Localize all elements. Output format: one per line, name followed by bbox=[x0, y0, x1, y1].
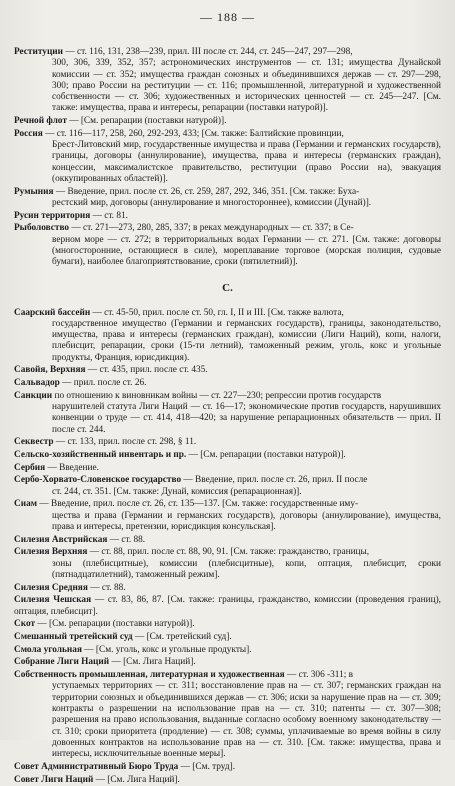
index-entry bbox=[14, 499, 441, 533]
entry-text: — [См. уголь, кокс и угольные продукты]. bbox=[81, 644, 252, 655]
index-entry bbox=[14, 365, 441, 376]
page-number: — 188 — bbox=[200, 10, 255, 24]
entry-continuation: зоны (плебисцитные), комиссии (плебисцитные), копи, оптация, плебисцит, сроки (пятнадцатилетний), таможенный режим]. bbox=[52, 558, 441, 581]
entry-text: — [См. Лига Наций]. bbox=[93, 774, 180, 785]
entry-text: — [См. репарации (поставки натурой)]. bbox=[186, 450, 346, 461]
index-entry bbox=[14, 657, 441, 668]
entry-heading: Савойя, Верхняя bbox=[14, 365, 86, 376]
index-entries-r bbox=[14, 47, 441, 269]
index-entry bbox=[14, 437, 441, 448]
entry-heading: Речной флот bbox=[14, 116, 67, 127]
index-entry bbox=[14, 129, 441, 185]
entry-heading: Секвестр bbox=[14, 437, 54, 448]
index-entry bbox=[14, 378, 441, 389]
entry-text: — Введение, прил. после ст. 26, прил. II после bbox=[181, 475, 368, 486]
entry-text: — ст. 435, прил. после ст. 435. bbox=[85, 365, 208, 376]
index-entry bbox=[14, 670, 441, 760]
entry-text: по отношению к виновникам войны — ст. 227—230; репрессии против государств bbox=[52, 390, 382, 401]
entry-text: — Введение, прил. после ст. 26, ст. 135—137. [См. также: государственные иму- bbox=[37, 499, 359, 510]
index-entry bbox=[14, 619, 441, 630]
entry-text: — [См. третейский суд]. bbox=[132, 632, 232, 643]
entry-text: — Введение, прил. после ст. 26, ст. 259, 287, 292, 346, 351. [См. также: Буха- bbox=[53, 186, 360, 197]
entry-continuation: рестский мир, договоры (аннулирование и многостороннее), комиссии (Дунай)]. bbox=[52, 198, 372, 209]
entry-text: — ст. 116—117, 258, 260, 292-293, 433; [См. также: Балтийские провинции, bbox=[42, 128, 344, 139]
entry-text: — ст. 271—273, 280, 285, 337; в реках международных — ст. 337; в Се- bbox=[69, 223, 354, 234]
entry-text: — ст. 83, 86, 87. [См. также: границы, гражданство, комиссии (проведения границ), оптация, плебисцит]. bbox=[14, 595, 441, 617]
entry-heading: Силезия Австрийская bbox=[14, 534, 108, 545]
entry-heading: Русин территория bbox=[14, 210, 91, 221]
entry-heading: Совет Лиги Наций bbox=[14, 774, 94, 785]
entry-text: — ст. 45-50, прил. после ст. 50, гл. I, II и III. [См. также валюта, bbox=[90, 307, 344, 318]
entry-text: — ст. 306 -311; в bbox=[284, 670, 354, 681]
index-entry bbox=[14, 308, 441, 364]
index-entry bbox=[14, 223, 441, 268]
entry-text: — ст. 81. bbox=[90, 210, 128, 221]
entry-continuation: государственное имущество (Германии и германских государств), границы, законодательство, имущества, права и интересы (германских граждан), комиссии (Лиги Наций), копи, налоги, плебисцит, репарации, сроки (15-ти летний), таможенный режим, уголь, кокс и угольные продукты, Франция, юрисдикция). bbox=[52, 318, 441, 363]
index-entry bbox=[14, 645, 441, 656]
entry-text: — Введение. bbox=[45, 462, 99, 473]
entry-heading: Сербия bbox=[14, 462, 46, 473]
entry-text: — прил. после ст. 26. bbox=[59, 378, 147, 389]
entry-text: — ст. 88. bbox=[107, 534, 146, 545]
entry-continuation: ст. 244, ст. 351. [См. также: Дунай, комиссия (репарационная)]. bbox=[52, 486, 302, 497]
entry-heading: Сиам bbox=[14, 499, 38, 510]
entry-continuation: щества и права (Германии и германских государств), договоры (аннулирование), имущества, права и интересы, претензии, юрисдикция консульская]. bbox=[52, 510, 441, 533]
entry-text: — ст. 88, прил. после ст. 88, 90, 91. [См. также: гражданство, границы, bbox=[87, 547, 370, 558]
entry-heading: Силезия Верхняя bbox=[14, 547, 88, 558]
index-entry bbox=[14, 535, 441, 546]
entry-heading: Скот bbox=[14, 619, 36, 630]
entry-heading: Совет Административный Бюро Труда bbox=[14, 761, 179, 772]
index-entry bbox=[14, 632, 441, 643]
entry-heading: Сербо-Хорвато-Словенское государство bbox=[14, 475, 182, 486]
entry-heading: Сельско-хозяйственный инвентарь и пр. bbox=[14, 450, 187, 461]
entry-continuation: Брест-Литовский мир, государственные имущества и права (Германии и германских государств), границы, договоры (аннулирование), имущества, права и интересы (германских граждан), концессии, максималистское правительство, реституции (право России на), эвакуация (оккупированных областей)]. bbox=[52, 140, 441, 185]
entry-text: — ст. 88. bbox=[87, 582, 126, 593]
entry-text: — ст. 133, прил. после ст. 298, § 11. bbox=[53, 437, 197, 448]
entry-text: — [См. репарации (поставки натурой)]. bbox=[35, 619, 195, 630]
entry-heading: Румыния bbox=[14, 186, 54, 197]
entry-heading: Сальвадор bbox=[14, 378, 60, 389]
entry-heading: Саарский бассейн bbox=[14, 307, 91, 318]
entry-heading: Смола угольная bbox=[14, 644, 82, 655]
index-entry bbox=[14, 450, 441, 461]
index-entry bbox=[14, 463, 441, 474]
index-entry bbox=[14, 595, 441, 618]
index-entry bbox=[14, 762, 441, 773]
index-entry bbox=[14, 583, 441, 594]
entry-heading: Россия bbox=[14, 128, 43, 139]
index-entries-s bbox=[14, 308, 441, 786]
entry-heading: Рыболовство bbox=[14, 223, 70, 234]
entry-heading: Реституции bbox=[14, 47, 64, 57]
entry-heading: Санкции bbox=[14, 390, 53, 401]
entry-heading: Силезия Чешская bbox=[14, 595, 92, 606]
entry-text: — ст. 116, 131, 238—239, прил. III после ст. 244, ст. 245—247, 297—298, bbox=[63, 47, 353, 57]
index-entry bbox=[14, 211, 441, 222]
index-entry bbox=[14, 116, 441, 127]
entry-text: — [См. Лига Наций]. bbox=[109, 657, 196, 668]
index-entry bbox=[14, 47, 441, 115]
index-entry bbox=[14, 391, 441, 436]
index-entry bbox=[14, 547, 441, 581]
index-entry bbox=[14, 187, 441, 210]
entry-heading: Собственность промышленная, литературная и художественная bbox=[14, 670, 285, 681]
index-entry bbox=[14, 475, 441, 498]
entry-continuation: верном море — ст. 272; в территориальных водах Германии — ст. 271. [См. также: договоры (многосторонние, остающиеся в силе), мореплавание торговое (морская полиция, судовые бумаги), наиболее благоприятствование, сроки (пятилетний)]. bbox=[52, 234, 441, 268]
section-letter: С. bbox=[222, 281, 233, 294]
entry-continuation: 300, 306, 339, 352, 357; астрономических инструментов — ст. 131; имущества Дунайской комиссии — ст. 352; имущества граждан союзных и объединившихся держав — ст. 297—298, 300; право России на реституции — ст. 116; промышленной, литературной и художественной собственности — ст. 306; художественных и исторических ценностей — ст. 245—247. [См. также: имущества, права и интересы, репарации (поставки натурой)]. bbox=[52, 58, 441, 114]
index-entry bbox=[14, 775, 441, 786]
entry-heading: Собрание Лиги Наций bbox=[14, 657, 110, 668]
entry-continuation: нарушителей статута Лиги Наций — ст. 16—17; экономические против государств, нарушивших конвенции о труде — ст. 414, 418—420; за нарушение репарационных обязательств — прил. II после ст. 244. bbox=[52, 402, 441, 435]
entry-heading: Смешанный третейский суд bbox=[14, 632, 133, 643]
entry-text: — [См. труд]. bbox=[178, 761, 236, 772]
entry-continuation: уступаемых территориях — ст. 311; восстановление прав на — ст. 307; германских граждан на территории союзных и объединившихся держав — ст. 306; иски за нарушение прав на — ст. 309; контракты о разрешении на использование прав на — ст. 310; патенты — ст. 307—308; разрешения на право использования, выданные согласно особому военному законодательству — ст. 310; сроки приоритета (продление) — ст. 308; суммы, уплачиваемые во время войны в силу довоенных контрактов на использование прав на — ст. 310. [См. также: имущества, права и интересы, исключительные военные меры]. bbox=[52, 681, 441, 760]
entry-heading: Силезия Средняя bbox=[14, 582, 88, 593]
entry-text: — [См. репарации (поставки натурой)]. bbox=[66, 116, 227, 127]
